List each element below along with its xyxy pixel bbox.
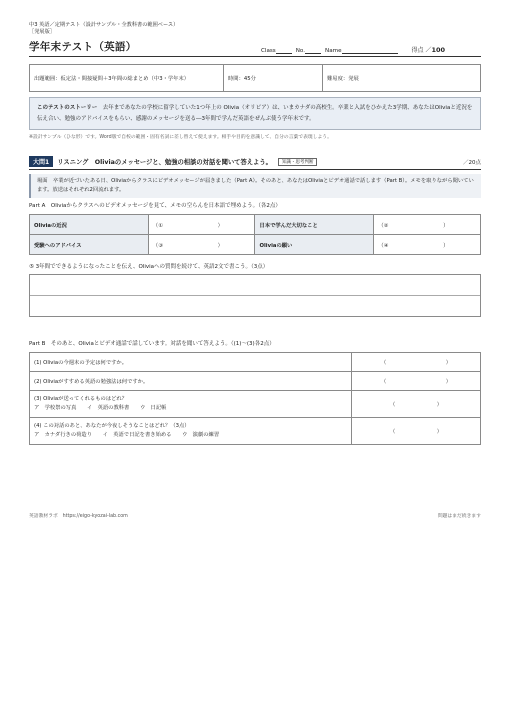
question-text: (4) この対話のあと、あなたが今夜しそうなことはどれ？（3点） ア カナダ行きの荷造り イ 英語で日記を書き始める ウ 演劇の練習 bbox=[30, 418, 352, 445]
sample-note: ※設計サンプル（ひな形）です。Word版で自校の範囲・固有名詞に差し替えて使えます。相手や目的を意識して、自分の言葉で表現しよう。 bbox=[29, 135, 332, 140]
level-cell: 難易度：発展 bbox=[323, 65, 481, 92]
class-field[interactable] bbox=[276, 47, 292, 54]
table-row bbox=[30, 372, 481, 391]
story-text: 去年まであなたの学校に留学していた1つ年上の Olivia（オリビア）は、いまカナダの高校生。卒業と入試をひかえた3学期、あなたはOliviaと近況を伝え合い、勉強のアドバイスをもらい、感謝のメッセージを送る―3年間で学んだ英語をぜんぶ使う学年末です。 bbox=[37, 105, 473, 122]
part-b-instruction: Part B そのあと、Oliviaとビデオ通話で話しています。対話を聞いて答えよう。（(1)〜(3)各2点） bbox=[29, 341, 275, 347]
question-points: ／20点 bbox=[463, 159, 481, 166]
question-text: (1) Oliviaの今週末の予定は何ですか。 bbox=[30, 353, 352, 372]
answer-cell-3[interactable]: （ ） bbox=[352, 391, 481, 418]
answer-cell-2[interactable]: （ ） bbox=[352, 372, 481, 391]
memo-label: Oliviaの願い bbox=[255, 235, 374, 255]
part-a-instruction: Part A Oliviaからクラスへのビデオメッセージを見て、メモの空らんを日本語で埋めよう。（各2点） bbox=[29, 203, 281, 209]
class-label: Class bbox=[261, 48, 276, 54]
memo-answer-2[interactable]: （② ） bbox=[374, 215, 481, 235]
question-5-instruction: ⑤ 3年間でできるようになったことを伝え、Oliviaへの質問を続けて、英語2文で書こう。（3点） bbox=[29, 264, 269, 270]
header-subtitle: 中3 英語／定期テスト（設計サンプル・全教科書の範囲ベース） bbox=[29, 22, 179, 28]
title-row bbox=[29, 38, 481, 57]
story-label: このテストのストーリー bbox=[37, 105, 98, 111]
question-badge: 大問1 bbox=[29, 156, 53, 167]
scenario-box: 場面 卒業が近づいたある日、Oliviaからクラスにビデオメッセージが届きました（Part A）。そのあと、あなたはOliviaとビデオ通話で話します（Part B）。メモを取りながら聞いています。放送はそれぞれ2回流れます。 bbox=[29, 174, 481, 198]
skill-tag: 知識・思考判断 bbox=[278, 158, 318, 166]
part-b-table bbox=[29, 352, 481, 445]
number-field[interactable] bbox=[305, 47, 321, 54]
writing-answer-box[interactable] bbox=[29, 274, 481, 317]
table-row bbox=[30, 418, 481, 445]
name-label: Name bbox=[325, 48, 342, 54]
page-footer bbox=[29, 512, 481, 519]
story-box bbox=[29, 97, 481, 130]
score-max: 100 bbox=[431, 46, 446, 54]
footer-site: 英語教材ラボ https://eigo-kyozai-lab.com bbox=[29, 514, 128, 519]
memo-label: 受験へのアドバイス bbox=[30, 235, 149, 255]
question-title: リスニング Oliviaのメッセージと、勉強の相談の対話を聞いて答えよう。 bbox=[57, 159, 272, 166]
memo-table bbox=[29, 214, 481, 255]
info-table bbox=[29, 64, 481, 92]
table-row bbox=[30, 353, 481, 372]
footer-continue: 問題はまだ続きます bbox=[437, 514, 481, 519]
time-cell: 時間：45分 bbox=[224, 65, 323, 92]
memo-answer-4[interactable]: （④ ） bbox=[374, 235, 481, 255]
page-title: 学年末テスト（英語） bbox=[29, 41, 137, 53]
memo-label: Oliviaの近況 bbox=[30, 215, 149, 235]
table-row bbox=[30, 391, 481, 418]
memo-answer-3[interactable]: （③ ） bbox=[148, 235, 255, 255]
memo-answer-1[interactable]: （① ） bbox=[148, 215, 255, 235]
name-field[interactable] bbox=[342, 47, 398, 54]
question-text: (2) Oliviaがすすめる英語の勉強法は何ですか。 bbox=[30, 372, 352, 391]
memo-row bbox=[30, 235, 481, 255]
answer-cell-4[interactable]: （ ） bbox=[352, 418, 481, 445]
student-fields bbox=[261, 45, 481, 54]
range-cell: 出題範囲：仮定法・間接疑問＋3年間の総まとめ（中3・学年末） bbox=[30, 65, 224, 92]
header-edition: ［発展版］ bbox=[29, 29, 55, 35]
score-label: 得点 ／ bbox=[411, 47, 432, 54]
question-text: (3) Oliviaが送ってくれるものはどれ？ ア 学校祭の写真 イ 英語の教科書 ウ 日記帳 bbox=[30, 391, 352, 418]
memo-label: 日本で学んだ大切なこと bbox=[255, 215, 374, 235]
writing-line-2[interactable] bbox=[30, 296, 480, 316]
number-label: No. bbox=[295, 48, 306, 54]
question-1-header bbox=[29, 156, 481, 170]
writing-line-1[interactable] bbox=[30, 275, 480, 296]
test-page bbox=[29, 22, 481, 445]
answer-cell-1[interactable]: （ ） bbox=[352, 353, 481, 372]
memo-row bbox=[30, 215, 481, 235]
